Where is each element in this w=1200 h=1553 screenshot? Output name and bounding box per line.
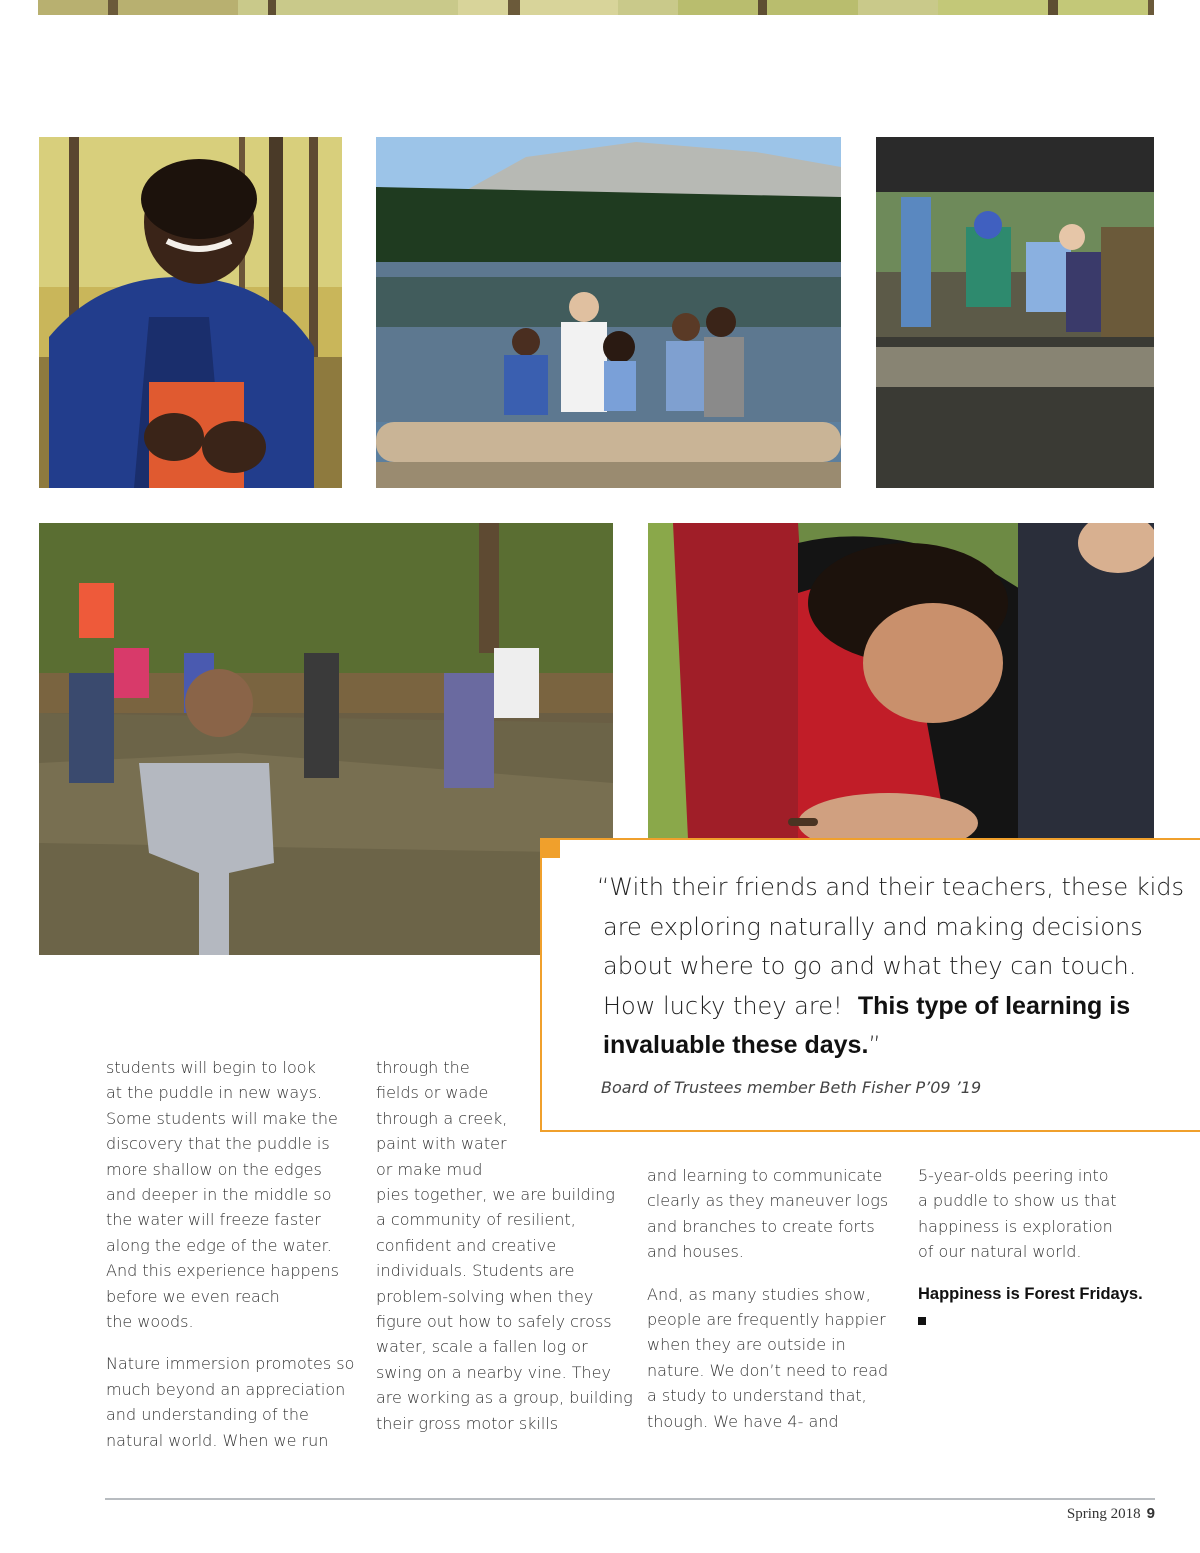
text-line: are working as a group, building [376,1388,633,1408]
text-line: though. We have 4- and [647,1411,839,1431]
text-line: students will begin to look [106,1058,316,1077]
text-line: fields or wade [376,1083,489,1103]
quote-line: are exploring naturally and making decisions [603,912,1143,941]
text-line: confident and creative [376,1235,557,1255]
text-line: a puddle to show us that [918,1191,1117,1211]
closing-line: Happiness is Forest Fridays. [918,1284,1143,1303]
pull-quote-text [597,868,1187,1066]
quote-line: “With their friends and their teachers, these kids [597,873,1185,901]
text-line: and branches to create forts [647,1216,875,1236]
article-paragraph [918,1163,1163,1265]
text-line: and deeper in the middle so [106,1185,332,1205]
article-column-2 [376,1055,633,1453]
text-line: when they are outside in [647,1335,846,1355]
text-line: Nature immersion promotes so [106,1354,355,1374]
article-column-3 [647,1163,892,1451]
text-line: figure out how to safely cross [376,1312,612,1332]
text-line: of our natural world. [918,1242,1082,1262]
text-line: Some students will make the [106,1108,338,1128]
quote-line-normal: How lucky they are! [603,991,843,1020]
text-line: the woods. [106,1312,194,1332]
text-line: before we even reach [106,1286,280,1306]
top-banner-photo [38,0,1154,15]
text-line: swing on a nearby vine. They [376,1362,611,1382]
text-line: much beyond an appreciation [106,1379,346,1399]
text-line: more shallow on the edges [106,1159,322,1179]
text-line: a study to understand that, [647,1386,867,1406]
text-line: or make mud [376,1159,483,1179]
text-line: pies together, we are building [376,1185,615,1205]
text-line: through a creek, [376,1108,508,1128]
article-column-4 [918,1163,1163,1332]
article-paragraph [106,1351,355,1453]
quote-attribution: Board of Trustees member Beth Fisher P’09 ’19 [601,1078,982,1097]
text-line: And, as many studies show, [647,1284,871,1304]
quote-line-bold: This type of learning is [857,991,1131,1020]
text-line: clearly as they maneuver logs [647,1191,889,1211]
text-line: happiness is exploration [918,1216,1113,1236]
text-line: their gross motor skills [376,1413,559,1433]
footer-rule [105,1498,1155,1500]
close-quote-mark: ” [868,1031,881,1059]
pull-quote-box [540,838,1200,1132]
text-line: the water will freeze faster [106,1210,321,1230]
text-line: and houses. [647,1242,744,1262]
photo-boy-with-leaf [39,137,342,488]
text-line: and learning to communicate [647,1166,883,1185]
text-line: natural world. When we run [106,1430,329,1450]
photo-kids-in-creek [39,523,613,955]
text-line: 5-year-olds peering into [918,1166,1109,1185]
page-number: 9 [1146,1505,1155,1522]
article-paragraph [376,1055,633,1436]
article-paragraph [647,1282,892,1434]
quote-accent-corner [540,838,560,858]
text-line: problem-solving when they [376,1286,594,1306]
text-line: along the edge of the water. [106,1235,332,1255]
text-line: a community of resilient, [376,1210,576,1230]
article-column-1 [106,1055,355,1470]
text-line: water, scale a fallen log or [376,1337,588,1357]
text-line: discovery that the puddle is [106,1134,330,1154]
text-line: people are frequently happier [647,1310,886,1330]
text-line: And this experience happens [106,1261,339,1281]
text-line: and understanding of the [106,1405,309,1425]
quote-line: about where to go and what they can touch. [603,952,1137,980]
article-paragraph [106,1055,351,1334]
photo-creek-bridge [876,137,1154,488]
text-line: paint with water [376,1134,507,1154]
text-line: through the [376,1058,470,1077]
text-line: individuals. Students are [376,1261,575,1281]
photo-lake-group [376,137,841,488]
end-mark [918,1317,926,1325]
quote-line-bold: invaluable these days. [603,1031,869,1059]
article-paragraph [647,1163,892,1265]
page-footer [1067,1505,1155,1523]
issue-label: Spring 2018 [1066,1506,1141,1522]
photo-boy-with-caterpillar [648,523,1154,839]
text-line: at the puddle in new ways. [106,1083,323,1103]
text-line: nature. We don’t need to read [647,1360,889,1380]
